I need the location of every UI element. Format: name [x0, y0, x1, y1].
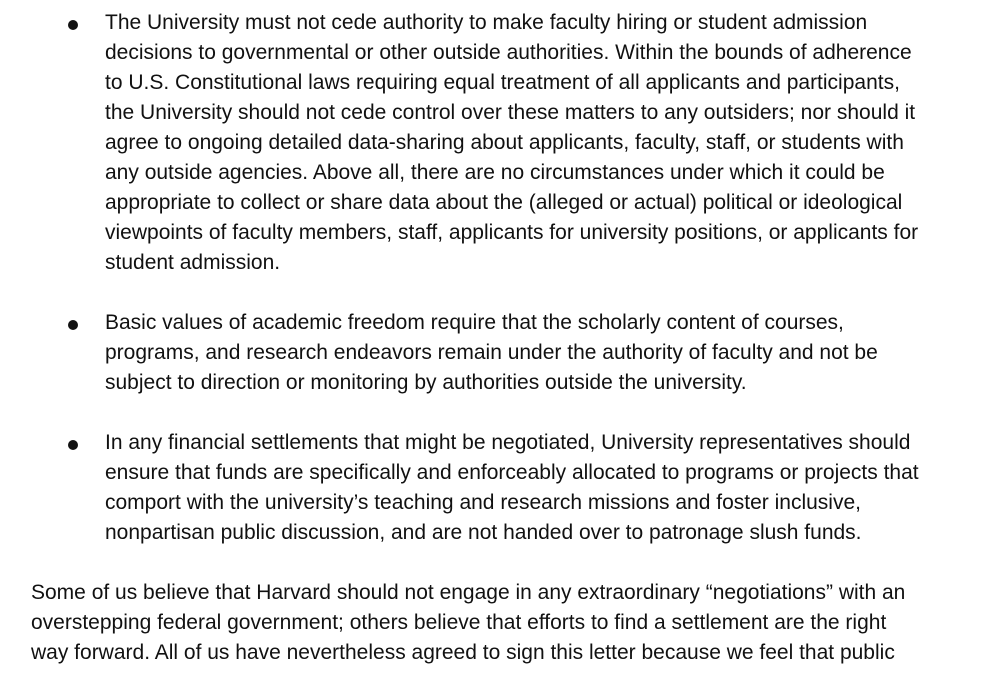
- text-line: the University should not cede control over these matters to any outsiders; nor should it: [105, 101, 916, 124]
- text-line: way forward. All of us have nevertheless agreed to sign this letter because we feel that public: [31, 641, 895, 664]
- text-line: In any financial settlements that might be negotiated, University representatives should: [105, 431, 911, 454]
- bullet-item-academic-freedom: [0, 308, 1000, 398]
- text-line: decisions to governmental or other outside authorities. Within the bounds of adherence: [105, 41, 912, 64]
- bullet-icon: [68, 320, 78, 330]
- text-line: student admission.: [105, 251, 281, 274]
- text-line: comport with the university’s teaching and research missions and foster inclusive,: [105, 491, 861, 514]
- text-line: Some of us believe that Harvard should not engage in any extraordinary “negotiations” with an: [31, 581, 906, 604]
- bullet-item-financial-settlements: [0, 428, 1000, 548]
- body-paragraph: [31, 578, 1000, 668]
- text-line: any outside agencies. Above all, there are no circumstances under which it could be: [105, 161, 885, 184]
- bullet-list: [0, 8, 1000, 548]
- text-line: programs, and research endeavors remain under the authority of faculty and not be: [105, 341, 878, 364]
- text-line: to U.S. Constitutional laws requiring equal treatment of all applicants and participants,: [105, 71, 900, 94]
- text-line: The University must not cede authority to make faculty hiring or student admission: [105, 11, 868, 34]
- bullet-text: [105, 308, 1000, 398]
- bullet-icon: [68, 20, 78, 30]
- bullet-text: [105, 428, 1000, 548]
- text-line: nonpartisan public discussion, and are not handed over to patronage slush funds.: [105, 521, 862, 544]
- text-line: agree to ongoing detailed data-sharing about applicants, faculty, staff, or students with: [105, 131, 904, 154]
- bullet-item-hiring-admission: [0, 8, 1000, 278]
- bullet-text: [105, 8, 1000, 278]
- text-line: viewpoints of faculty members, staff, applicants for university positions, or applicants for: [105, 221, 919, 244]
- text-line: overstepping federal government; others believe that efforts to find a settlement are the right: [31, 611, 887, 634]
- bullet-icon: [68, 440, 78, 450]
- text-line: ensure that funds are specifically and enforceably allocated to programs or projects that: [105, 461, 919, 484]
- text-line: appropriate to collect or share data about the (alleged or actual) political or ideological: [105, 191, 903, 214]
- text-line: Basic values of academic freedom require that the scholarly content of courses,: [105, 311, 844, 334]
- text-line: subject to direction or monitoring by authorities outside the university.: [105, 371, 747, 394]
